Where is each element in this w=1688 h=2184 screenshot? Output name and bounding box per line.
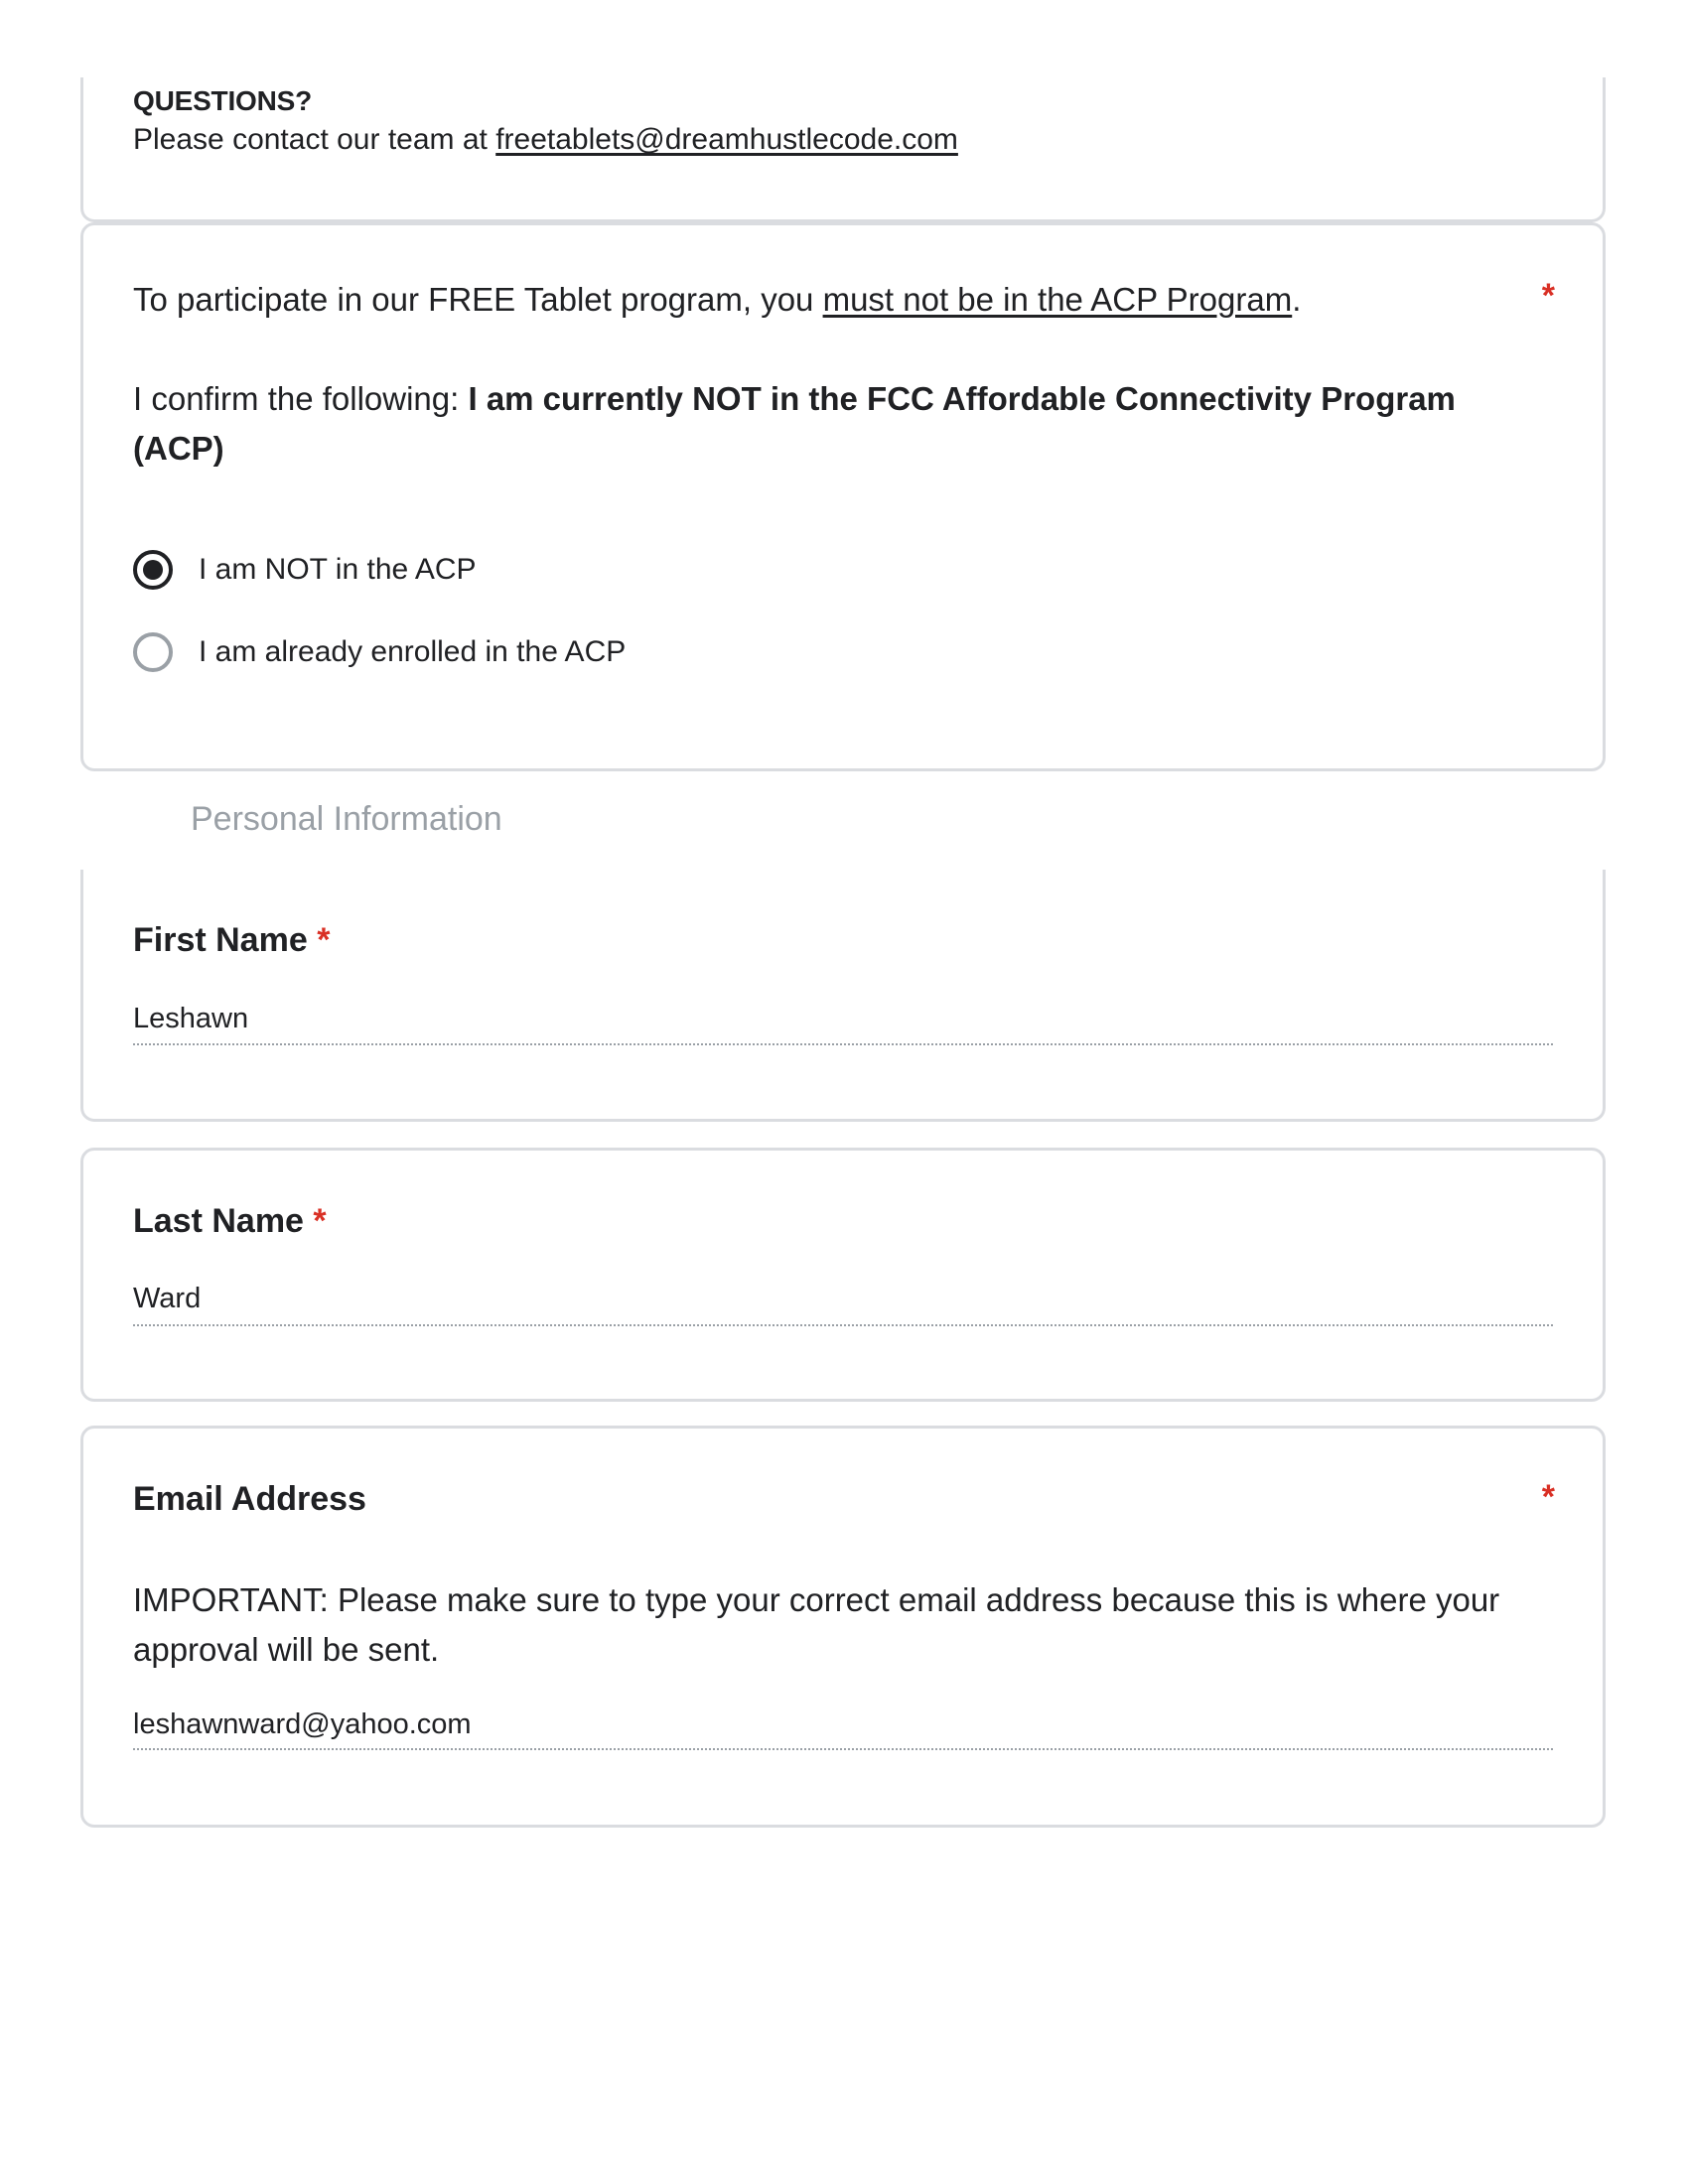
contact-email-link[interactable]: freetablets@dreamhustlecode.com [495, 123, 958, 156]
required-asterisk: * [1541, 277, 1555, 315]
last-name-label: Last Name * [133, 1202, 327, 1240]
email-underline [133, 1748, 1553, 1750]
required-asterisk: * [317, 921, 331, 959]
radio-label-not-in-acp: I am NOT in the ACP [199, 553, 477, 586]
acp-question-card [80, 222, 1606, 771]
email-input[interactable]: leshawnward@yahoo.com [133, 1708, 472, 1740]
contact-line [133, 123, 1553, 157]
first-name-underline [133, 1043, 1553, 1045]
radio-label-enrolled-in-acp: I am already enrolled in the ACP [199, 635, 627, 668]
radio-option-enrolled-in-acp[interactable] [133, 632, 626, 672]
radio-option-not-in-acp[interactable] [133, 550, 477, 590]
email-label: Email Address [133, 1480, 366, 1518]
questions-card [80, 77, 1606, 222]
first-name-label: First Name * [133, 921, 331, 959]
section-title: Personal Information [191, 800, 502, 838]
email-card [80, 1426, 1606, 1828]
contact-prefix: Please contact our team at [133, 123, 496, 156]
radio-dot [143, 560, 163, 580]
questions-heading: QUESTIONS? [133, 85, 313, 116]
first-name-input[interactable]: Leshawn [133, 1003, 249, 1034]
acp-requirement-text: To participate in our FREE Tablet program, you must not be in the ACP Program. [133, 281, 1302, 318]
radio-unchecked-icon[interactable] [133, 632, 173, 672]
email-description: IMPORTANT: Please make sure to type your correct email address because this is where your approval will be sent. [133, 1581, 1500, 1668]
first-name-card [80, 870, 1606, 1122]
radio-checked-icon[interactable] [133, 550, 173, 590]
required-asterisk: * [313, 1202, 327, 1240]
acp-confirm-text: I confirm the following: I am currently NOT in the FCC Affordable Connectivity Program (ACP) [133, 380, 1456, 467]
last-name-input[interactable]: Ward [133, 1283, 202, 1314]
last-name-card [80, 1148, 1606, 1402]
acp-requirement-link[interactable]: must not be in the ACP Program [822, 281, 1293, 318]
last-name-underline [133, 1324, 1553, 1326]
required-asterisk: * [1541, 1478, 1555, 1516]
